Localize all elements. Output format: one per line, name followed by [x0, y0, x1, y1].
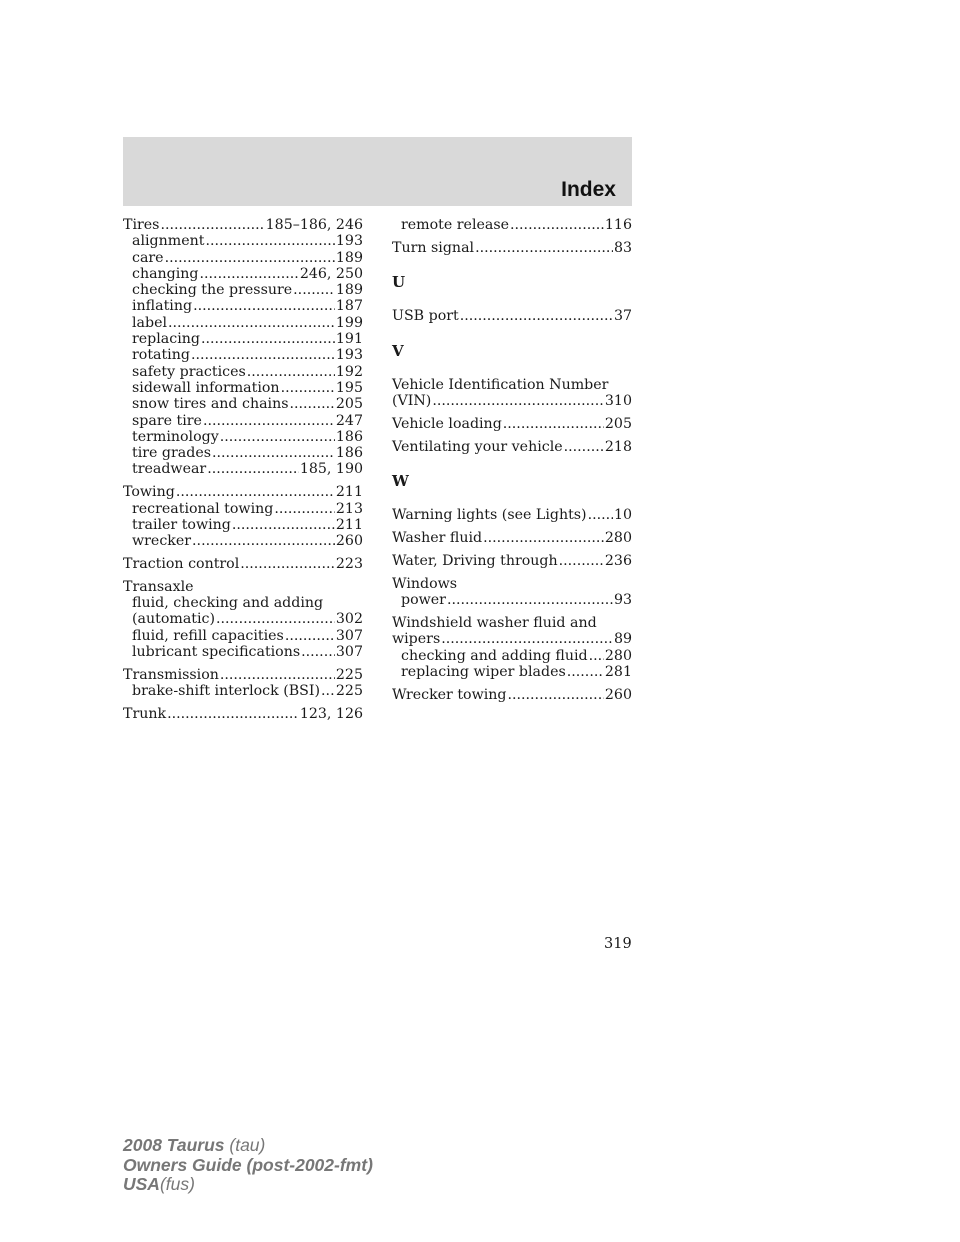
footer-model-code: (tau): [229, 1135, 266, 1155]
index-subentry: (automatic) ..... 302: [123, 611, 363, 627]
index-entry-tires: [123, 217, 363, 233]
index-subentry: alignment ..... 193: [123, 233, 363, 249]
index-subentry: spare tire ..... 247: [123, 413, 363, 429]
index-subentry: checking the pressure ..... 189: [123, 282, 363, 298]
index-subentry: replacing ..... 191: [123, 331, 363, 347]
section-letter-v: V: [392, 341, 404, 360]
index-entry-windows: Windows: [392, 575, 458, 592]
footer-market-code: (fus): [159, 1174, 195, 1194]
footer-model: 2008 Taurus: [123, 1135, 225, 1155]
index-entry-ventilating: Ventilating your vehicle ..... 218: [392, 439, 632, 455]
index-subentry: brake-shift interlock (BSI) ..... 225: [123, 683, 363, 699]
section-letter-u: U: [392, 273, 406, 292]
footer-market: USA: [123, 1174, 160, 1194]
index-entry-towing: Towing ..... 211: [123, 484, 363, 500]
index-entry-windshield: Windshield washer fluid and: [392, 614, 597, 631]
index-subentry: sidewall information ..... 195: [123, 380, 363, 396]
footer-guide: Owners Guide (post-2002-fmt): [123, 1154, 373, 1175]
index-subentry: trailer towing ..... 211: [123, 517, 363, 533]
index-subentry: remote release ..... 116: [392, 217, 632, 233]
section-letter-w: W: [392, 472, 409, 491]
entry-pages: 185–186, 246: [265, 217, 363, 233]
index-entry-usb-port: USB port ..... 37: [392, 308, 632, 324]
index-subentry: treadwear ..... 185, 190: [123, 461, 363, 477]
index-entry-wrecker-towing: Wrecker towing ..... 260: [392, 687, 632, 703]
index-entry-vin-pages: (VIN) ..... 310: [392, 393, 632, 409]
index-subentry: lubricant specifications ..... 307: [123, 644, 363, 660]
index-entry-vin: Vehicle Identification Number: [392, 376, 609, 393]
section-title: Index: [561, 178, 616, 201]
index-subentry: recreational towing ..... 213: [123, 501, 363, 517]
entry-term: Tires: [123, 217, 160, 233]
index-subentry: fluid, refill capacities ..... 307: [123, 628, 363, 644]
index-subentry: changing ..... 246, 250: [123, 266, 363, 282]
index-subentry: power ..... 93: [392, 592, 632, 608]
index-subentry: wrecker ..... 260: [123, 533, 363, 549]
index-subentry: rotating ..... 193: [123, 347, 363, 363]
section-header-band: [123, 137, 632, 206]
index-subentry: tire grades ..... 186: [123, 445, 363, 461]
index-column-right: [392, 217, 632, 703]
index-subentry-text: fluid, checking and adding: [132, 595, 324, 612]
index-entry-warning-lights: Warning lights (see Lights) ..... 10: [392, 507, 632, 523]
page-number: 319: [604, 936, 632, 952]
index-subentry: care ..... 189: [123, 250, 363, 266]
index-entry-wipers: wipers ..... 89: [392, 631, 632, 647]
index-column-left: [123, 217, 363, 722]
index-subentry: label ..... 199: [123, 315, 363, 331]
index-subentry: checking and adding fluid ..... 280: [392, 648, 632, 664]
index-subentry: safety practices ..... 192: [123, 364, 363, 380]
index-subentry: replacing wiper blades ..... 281: [392, 664, 632, 680]
index-entry-water-driving: Water, Driving through ..... 236: [392, 553, 632, 569]
index-entry-transaxle: Transaxle: [123, 578, 194, 595]
index-entry-washer-fluid: Washer fluid ..... 280: [392, 530, 632, 546]
index-subentry: inflating ..... 187: [123, 298, 363, 314]
index-entry-turn-signal: Turn signal ..... 83: [392, 240, 632, 256]
index-entry-transmission: Transmission ..... 225: [123, 667, 363, 683]
index-subentry: terminology ..... 186: [123, 429, 363, 445]
index-entry-trunk: Trunk ..... 123, 126: [123, 706, 363, 722]
index-subentry: snow tires and chains ..... 205: [123, 396, 363, 412]
index-entry-vehicle-loading: Vehicle loading ..... 205: [392, 416, 632, 432]
index-entry-traction-control: Traction control ..... 223: [123, 556, 363, 572]
document-footer: [123, 1136, 373, 1195]
